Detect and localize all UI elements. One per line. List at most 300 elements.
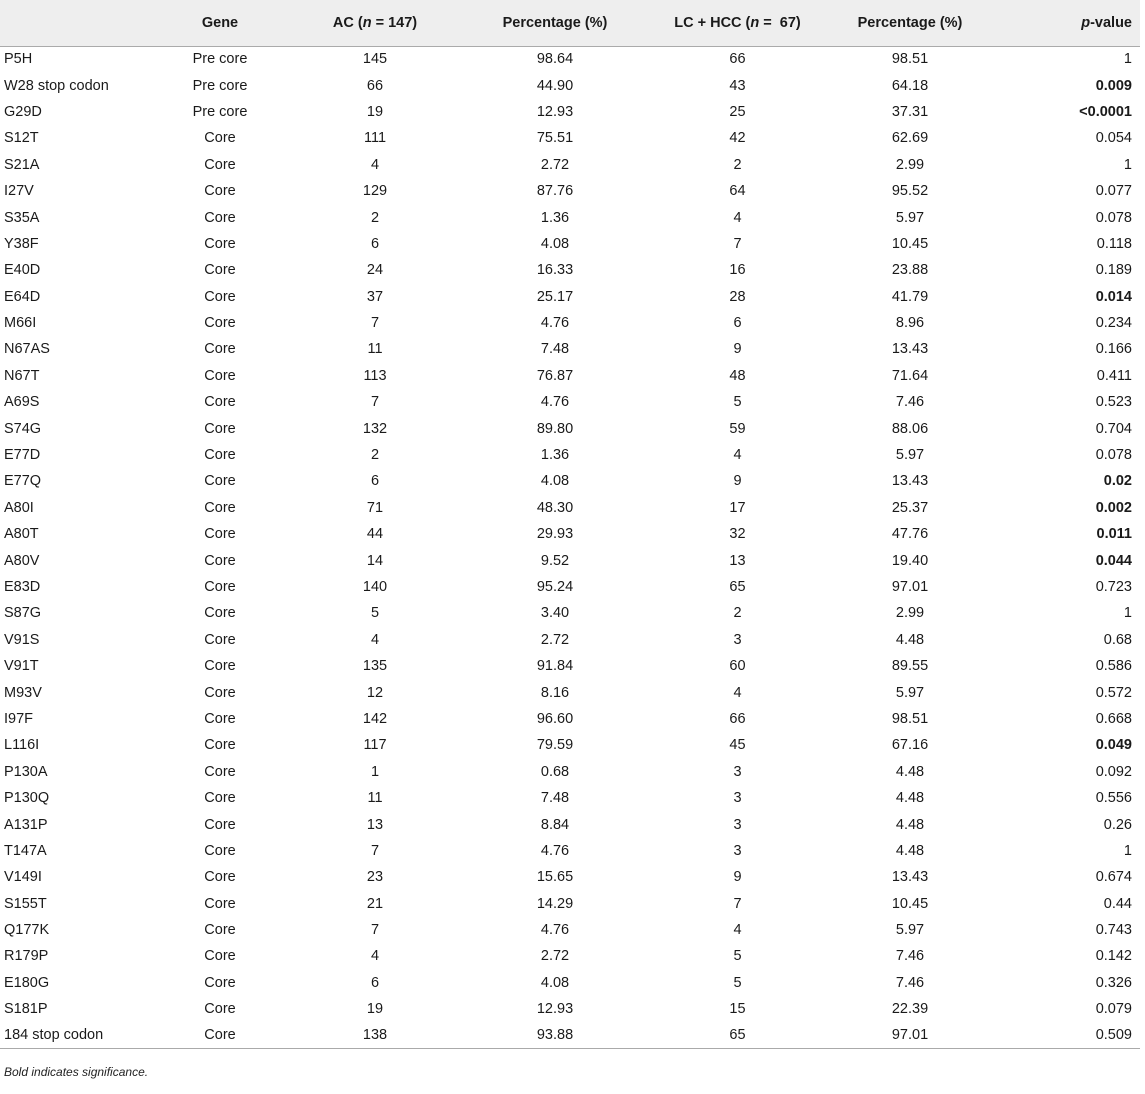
cell-p-value: 0.509 [995,1022,1140,1048]
header-p-value: p-value [995,0,1140,46]
cell-gene: Core [204,737,236,754]
cell-lc-count: 2 [733,156,742,173]
cell-lc-percentage: 4.48 [895,790,925,807]
footnote: Bold indicates significance. [4,1065,149,1080]
cell-gene: Pre core [192,103,248,120]
cell-lc-count: 5 [733,948,742,965]
cell-lc-count: 64 [729,183,746,200]
cell-ac-percentage: 79.59 [536,737,574,754]
table-row [0,732,1140,758]
cell-p-value: 0.009 [1095,77,1132,94]
cell-gene: Core [204,790,236,807]
cell-ac-count: 145 [362,51,388,68]
cell-gene: Core [204,948,236,965]
cell-mutation: P130Q [4,790,50,807]
cell-mutation: N67AS [4,341,50,358]
cell-lc-count: 17 [729,499,746,516]
cell-p-value: 0.326 [1095,974,1132,991]
table-row [0,1022,1140,1048]
cell-ac-percentage: 4.08 [540,974,570,991]
cell-p-value: 1 [1123,156,1132,173]
table-row [0,891,1140,917]
cell-lc-count: 3 [733,816,742,833]
table-row [0,917,1140,943]
cell-lc-percentage: 4.48 [895,763,925,780]
cell-ac-count: 5 [370,605,380,622]
header-row [0,0,1140,46]
cell-lc-count: 5 [733,974,742,991]
cell-p-value: 0.014 [1095,288,1132,305]
cell-ac-percentage: 15.65 [536,869,574,886]
cell-gene: Core [204,473,236,490]
cell-gene: Core [150,1022,290,1048]
cell-p-value: 0.049 [1095,737,1132,754]
header-lc-percentage: Percentage (%) [825,0,995,46]
cell-ac-count: 4 [370,156,380,173]
cell-p-value: 0.26 [1103,816,1132,833]
table-row [0,679,1140,705]
cell-lc-count: 28 [729,288,746,305]
cell-lc-percentage: 98.51 [891,51,929,68]
cell-gene: Core [204,552,236,569]
cell-lc-percentage: 97.01 [825,1022,995,1048]
cell-p-value: 0.078 [1095,209,1132,226]
cell-mutation: A80V [4,552,40,569]
cell-gene: Core [204,579,236,595]
cell-ac-percentage: 76.87 [536,367,574,384]
cell-gene: Core [204,288,236,305]
cell-ac-count: 24 [366,262,384,279]
table-row [0,152,1140,178]
cell-ac-count: 7 [370,394,380,411]
cell-ac-count: 117 [363,737,387,754]
table-row [0,389,1140,415]
cell-mutation: R179P [4,948,49,965]
cell-gene: Core [204,447,236,464]
cell-mutation: S87G [4,605,42,622]
table-row [0,996,1140,1022]
cell-mutation: Q177K [4,922,50,939]
table-row [0,838,1140,864]
cell-mutation: V91T [4,658,39,675]
cell-ac-percentage: 75.51 [536,130,574,147]
cell-lc-percentage: 5.97 [895,922,925,939]
cell-p-value: 0.054 [1095,130,1132,147]
cell-lc-percentage: 13.43 [891,473,929,490]
cell-lc-percentage: 64.18 [891,77,929,94]
cell-lc-count: 7 [733,895,742,912]
cell-lc-count: 2 [733,605,742,622]
cell-ac-percentage: 9.52 [540,552,570,569]
cell-p-value: 0.572 [1095,684,1132,701]
cell-mutation: I97F [4,710,34,727]
cell-lc-percentage: 13.43 [891,341,929,358]
cell-p-value: 0.44 [1103,895,1132,912]
cell-gene: Core [204,658,236,675]
cell-ac-percentage: 89.80 [536,420,574,437]
cell-mutation: A80I [4,499,34,516]
cell-gene: Core [204,710,236,727]
cell-ac-percentage: 25.17 [536,288,574,305]
cell-ac-percentage: 1.36 [540,447,570,464]
cell-ac-count: 142 [362,710,388,727]
cell-lc-percentage: 8.96 [895,315,925,332]
cell-lc-percentage: 5.97 [895,684,925,701]
cell-gene: Core [204,816,236,833]
cell-lc-count: 32 [729,526,746,543]
table-row [0,706,1140,732]
table-row [0,99,1140,125]
cell-gene: Core [204,526,236,543]
table-row [0,468,1140,494]
cell-ac-count: 111 [363,130,387,147]
cell-lc-count: 13 [729,552,746,569]
cell-ac-count: 2 [370,447,380,464]
cell-gene: Core [204,209,236,226]
cell-ac-count: 6 [370,974,380,991]
cell-lc-count: 3 [733,790,742,807]
cell-ac-count: 14 [366,552,384,569]
cell-p-value: 0.077 [1095,183,1132,200]
header-ac-percentage: Percentage (%) [460,0,650,46]
cell-ac-percentage: 4.76 [540,922,570,939]
cell-mutation: S74G [4,420,42,437]
cell-lc-count: 6 [733,315,742,332]
cell-mutation: W28 stop codon [4,77,109,94]
table-row [0,363,1140,389]
cell-ac-count: 66 [366,77,384,94]
cell-ac-count: 4 [370,948,380,965]
cell-p-value: 0.743 [1095,922,1132,939]
cell-mutation: S35A [4,209,40,226]
cell-p-value: 0.523 [1095,394,1132,411]
cell-mutation: G29D [4,103,42,120]
table-row [0,864,1140,890]
cell-mutation: M93V [4,684,42,701]
cell-ac-count: 37 [366,288,384,305]
cell-ac-count: 1 [370,763,380,780]
cell-p-value: 0.044 [1095,552,1132,569]
cell-ac-percentage: 7.48 [540,341,570,358]
cell-lc-percentage: 13.43 [891,869,929,886]
table-row [0,547,1140,573]
table-row [0,627,1140,653]
cell-lc-percentage: 10.45 [891,235,929,252]
cell-lc-count: 7 [733,235,742,252]
cell-lc-count: 4 [733,447,742,464]
cell-gene: Core [204,1001,236,1018]
cell-ac-count: 44 [366,526,384,543]
cell-ac-percentage: 12.93 [536,1001,574,1018]
table-row [0,600,1140,626]
cell-p-value: 0.002 [1095,499,1132,516]
cell-ac-count: 7 [370,922,380,939]
cell-lc-percentage: 97.01 [891,579,929,595]
cell-gene: Core [204,130,236,147]
cell-lc-percentage: 4.48 [895,631,925,648]
table-row [0,811,1140,837]
cell-lc-percentage: 7.46 [895,948,925,965]
cell-ac-percentage: 95.24 [536,579,574,595]
cell-lc-percentage: 7.46 [895,974,925,991]
header-ac: AC (n = 147) [290,0,460,46]
cell-gene: Core [204,895,236,912]
cell-p-value: 0.011 [1096,526,1132,543]
table-row [0,943,1140,969]
cell-lc-count: 60 [729,658,746,675]
cell-lc-percentage: 2.99 [895,156,925,173]
cell-gene: Core [204,315,236,332]
cell-lc-count: 45 [729,737,746,754]
cell-mutation: T147A [4,842,47,859]
cell-ac-percentage: 8.16 [540,684,570,701]
cell-mutation: S181P [4,1001,48,1018]
header-lc-hcc: LC + HCC (n = 67) [650,0,825,46]
cell-gene: Core [204,367,236,384]
cell-lc-percentage: 88.06 [891,420,929,437]
cell-ac-count: 7 [370,315,380,332]
cell-ac-percentage: 4.76 [540,315,570,332]
cell-ac-percentage: 16.33 [536,262,574,279]
cell-ac-count: 7 [370,842,380,859]
cell-mutation: M66I [4,315,37,332]
table-row [0,125,1140,151]
cell-ac-percentage: 12.93 [536,103,574,120]
cell-lc-count: 65 [729,579,746,595]
cell-lc-percentage: 67.16 [891,737,929,754]
cell-lc-count: 43 [729,77,746,94]
cell-lc-count: 4 [733,922,742,939]
cell-p-value: 0.189 [1095,262,1132,279]
cell-lc-count: 4 [733,684,742,701]
cell-ac-percentage: 4.76 [540,394,570,411]
cell-lc-count: 9 [733,341,742,358]
cell-ac-count: 21 [366,895,384,912]
cell-gene: Pre core [192,51,248,68]
cell-lc-percentage: 71.64 [891,367,929,384]
cell-mutation: S12T [4,130,39,147]
cell-lc-percentage: 4.48 [895,816,925,833]
cell-p-value: 0.079 [1095,1001,1132,1018]
cell-ac-percentage: 3.40 [540,605,570,622]
cell-mutation: P5H [4,51,33,68]
cell-mutation: E77D [4,447,41,464]
cell-p-value: 1 [1123,51,1132,68]
table-row [0,284,1140,310]
table-row [0,574,1140,600]
cell-p-value: 0.02 [1103,473,1132,490]
cell-ac-percentage: 93.88 [460,1022,650,1048]
table-row [0,178,1140,204]
cell-ac-percentage: 87.76 [536,183,574,200]
cell-gene: Core [204,420,236,437]
cell-ac-count: 138 [290,1022,460,1048]
cell-mutation: V149I [4,869,42,886]
cell-ac-count: 2 [370,209,380,226]
cell-mutation: P130A [4,763,48,780]
cell-p-value: 0.68 [1103,631,1132,648]
table-row [0,785,1140,811]
cell-mutation: L116I [4,737,40,754]
cell-ac-percentage: 14.29 [536,895,574,912]
cell-mutation: E40D [4,262,41,279]
cell-lc-count: 25 [729,103,746,120]
table-row [0,231,1140,257]
cell-mutation: 184 stop codon [0,1022,150,1048]
cell-ac-percentage: 4.76 [540,842,570,859]
cell-mutation: E180G [4,974,50,991]
cell-ac-count: 23 [366,869,384,886]
table-row [0,257,1140,283]
cell-mutation: E64D [4,288,41,305]
cell-ac-count: 19 [366,103,384,120]
cell-ac-percentage: 7.48 [540,790,570,807]
cell-p-value: 0.234 [1095,315,1132,332]
cell-ac-percentage: 4.08 [540,473,570,490]
cell-lc-count: 9 [733,473,742,490]
cell-lc-count: 5 [733,394,742,411]
cell-lc-percentage: 41.79 [891,288,929,305]
cell-p-value: 0.556 [1095,790,1132,807]
table-row [0,970,1140,996]
cell-lc-count: 66 [729,710,746,727]
cell-mutation: E83D [4,579,41,595]
cell-mutation: A131P [4,816,48,833]
cell-lc-percentage: 2.99 [895,605,925,622]
cell-gene: Core [204,684,236,701]
cell-p-value: <0.0001 [1079,103,1132,120]
cell-ac-percentage: 44.90 [536,77,574,94]
cell-mutation: I27V [4,183,34,200]
cell-p-value: 0.723 [1095,579,1132,595]
cell-lc-count: 15 [729,1001,746,1018]
table-row [0,72,1140,98]
cell-mutation: A69S [4,394,40,411]
cell-lc-count: 9 [733,869,742,886]
table-row [0,521,1140,547]
table-row [0,415,1140,441]
cell-ac-percentage: 1.36 [540,209,570,226]
cell-p-value: 1 [1123,605,1132,622]
cell-lc-count: 66 [729,51,746,68]
table-row [0,442,1140,468]
cell-gene: Core [204,763,236,780]
cell-p-value: 0.142 [1095,948,1132,965]
cell-lc-percentage: 89.55 [891,658,929,675]
cell-lc-percentage: 7.46 [895,394,925,411]
cell-lc-percentage: 5.97 [895,209,925,226]
cell-lc-percentage: 22.39 [891,1001,929,1018]
table-row [0,310,1140,336]
cell-mutation: S155T [4,895,47,912]
cell-ac-percentage: 48.30 [536,499,574,516]
cell-p-value: 0.411 [1096,367,1132,384]
cell-p-value: 0.668 [1095,710,1132,727]
cell-gene: Core [204,631,236,648]
cell-gene: Pre core [192,77,248,94]
cell-lc-percentage: 62.69 [891,130,929,147]
cell-ac-percentage: 98.64 [536,51,574,68]
cell-ac-percentage: 8.84 [540,816,570,833]
cell-ac-count: 140 [362,579,388,595]
cell-ac-percentage: 96.60 [536,710,574,727]
cell-lc-count: 3 [733,842,742,859]
cell-lc-percentage: 95.52 [891,183,929,200]
cell-lc-percentage: 4.48 [895,842,925,859]
cell-gene: Core [204,156,236,173]
cell-lc-count: 16 [729,262,746,279]
cell-lc-percentage: 25.37 [891,499,929,516]
cell-lc-percentage: 37.31 [891,103,929,120]
header-mutation [0,0,150,46]
cell-ac-percentage: 0.68 [540,763,570,780]
cell-gene: Core [204,922,236,939]
cell-lc-count: 3 [733,763,742,780]
cell-mutation: V91S [4,631,40,648]
cell-lc-percentage: 10.45 [891,895,929,912]
cell-lc-percentage: 19.40 [891,552,929,569]
cell-ac-count: 12 [366,684,384,701]
cell-gene: Core [204,605,236,622]
header-gene: Gene [150,0,290,46]
table-row [0,653,1140,679]
cell-ac-count: 113 [363,367,387,384]
cell-ac-count: 6 [370,235,380,252]
cell-ac-count: 13 [366,816,384,833]
cell-p-value: 0.078 [1095,447,1132,464]
cell-ac-count: 135 [362,658,388,675]
cell-mutation: N67T [4,367,40,384]
cell-lc-count: 48 [729,367,746,384]
cell-lc-count: 65 [650,1022,825,1048]
cell-ac-percentage: 2.72 [540,948,570,965]
cell-ac-percentage: 91.84 [536,658,574,675]
cell-mutation: S21A [4,156,40,173]
cell-gene: Core [204,869,236,886]
cell-lc-percentage: 5.97 [895,447,925,464]
cell-gene: Core [204,341,236,358]
cell-lc-count: 42 [729,130,746,147]
cell-p-value: 0.586 [1095,658,1132,675]
cell-gene: Core [204,394,236,411]
cell-gene: Core [204,974,236,991]
cell-ac-count: 4 [370,631,380,648]
cell-ac-count: 11 [367,341,383,358]
cell-lc-percentage: 23.88 [891,262,929,279]
cell-gene: Core [204,262,236,279]
table-row [0,204,1140,230]
table-row [0,336,1140,362]
cell-ac-percentage: 4.08 [540,235,570,252]
cell-lc-count: 59 [729,420,746,437]
cell-lc-count: 3 [733,631,742,648]
cell-ac-percentage: 2.72 [540,631,570,648]
cell-lc-percentage: 98.51 [891,710,929,727]
cell-p-value: 0.166 [1095,341,1132,358]
table-row [0,759,1140,785]
cell-gene: Core [204,235,236,252]
cell-gene: Core [204,499,236,516]
cell-ac-count: 11 [367,790,383,807]
cell-ac-percentage: 29.93 [536,526,574,543]
cell-ac-count: 132 [362,420,388,437]
cell-lc-percentage: 47.76 [891,526,929,543]
cell-ac-count: 71 [366,499,384,516]
cell-p-value: 0.118 [1096,235,1132,252]
cell-mutation: A80T [4,526,39,543]
cell-mutation: E77Q [4,473,42,490]
cell-p-value: 1 [1123,842,1132,859]
